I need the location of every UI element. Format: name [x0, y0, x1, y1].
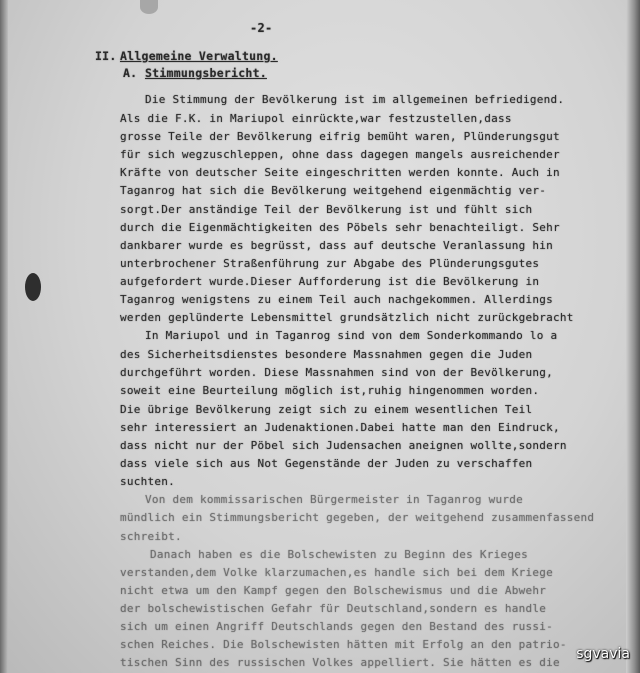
page-number: -2- [250, 21, 273, 35]
text-line: werden geplünderte Lebensmittel grundsätzlich nicht zurückgebracht [120, 311, 574, 324]
text-line: Die übrige Bevölkerung zeigt sich zu einem wesentlichen Teil [120, 403, 533, 416]
text-line: verstanden,dem Volke klarzumachen,es handle sich bei dem Kriege [120, 566, 553, 579]
section-number: II. [95, 49, 117, 63]
text-line: grosse Teile der Bevölkerung eifrig bemüht waren, Plünderungsgut [120, 130, 560, 143]
subsection-letter: A. [123, 66, 138, 80]
text-line: für sich wegzuschleppen, ohne dass dagegen mangels ausreichender [120, 148, 560, 161]
text-line: suchten. [120, 475, 175, 488]
text-line: In Mariupol und in Taganrog sind von dem Sonderkommando lo a [145, 329, 558, 342]
text-line: durchgeführt worden. Diese Massnahmen sind von der Bevölkerung, [120, 366, 553, 379]
text-line: Taganrog hat sich die Bevölkerung weitgehend eigenmächtig ver- [120, 184, 547, 197]
watermark: sgvavia [576, 646, 630, 662]
text-line: Taganrog wenigstens zu einem Teil auch nachgekommen. Allerdings [120, 293, 553, 306]
text-line: sorgt.Der anständige Teil der Bevölkerung ist und fühlt sich [120, 203, 533, 216]
text-line: des Sicherheitsdienstes besondere Massnahmen gegen die Juden [120, 348, 533, 361]
text-line: nicht etwa um den Kampf gegen den Bolschewismus und die Abwehr [120, 584, 547, 597]
text-line: dass viele sich aus Not Gegenstände der Juden zu verschaffen [120, 457, 533, 470]
text-line: Danach haben es die Bolschewisten zu Beginn des Krieges [150, 548, 528, 561]
text-line: Als die F.K. in Mariupol einrückte,war festzustellen,dass [120, 112, 512, 125]
text-line: soweit eine Beurteilung möglich ist,ruhig hingenommen worden. [120, 384, 540, 397]
text-line: schen Reiches. Die Bolschewisten hätten mit Erfolg an den patrio- [120, 638, 567, 651]
text-line: sich um einen Angriff Deutschlands gegen den Bestand des russi- [120, 620, 553, 633]
text-line: tischen Sinn des russischen Volkes appelliert. Sie hätten es die [120, 656, 560, 669]
subsection-title: Stimmungsbericht. [145, 66, 267, 80]
text-line: aufgefordert wurde.Dieser Aufforderung ist die Bevölkerung in [120, 275, 540, 288]
text-line: dankbarer wurde es begrüsst, dass auf deutsche Veranlassung hin [120, 239, 553, 252]
text-line: schreibt. [120, 530, 182, 543]
text-line: dass nicht nur der Pöbel sich Judensachen aneignen wollte,sondern [120, 439, 567, 452]
text-line: der bolschewistischen Gefahr für Deutschland,sondern es handle [120, 602, 547, 615]
text-line: sehr interessiert an Judenaktionen.Dabei hatte man den Eindruck, [120, 421, 560, 434]
text-line: durch die Eigenmächtigkeiten des Pöbels sehr benachteiligt. Sehr [120, 221, 560, 234]
text-line: Die Stimmung der Bevölkerung ist im allgemeinen befriedigend. [145, 93, 565, 106]
text-line: unterbrochener Straßenführung zur Abgabe des Plünderungsgutes [120, 257, 540, 270]
section-title: Allgemeine Verwaltung. [120, 49, 278, 63]
text-line: mündlich ein Stimmungsbericht gegeben, der weitgehend zusammenfassend [120, 511, 595, 524]
text-line: Kräfte von deutscher Seite eingeschritten werden konnte. Auch in [120, 166, 560, 179]
text-line: Von dem kommissarischen Bürgermeister in Taganrog wurde [145, 493, 523, 506]
